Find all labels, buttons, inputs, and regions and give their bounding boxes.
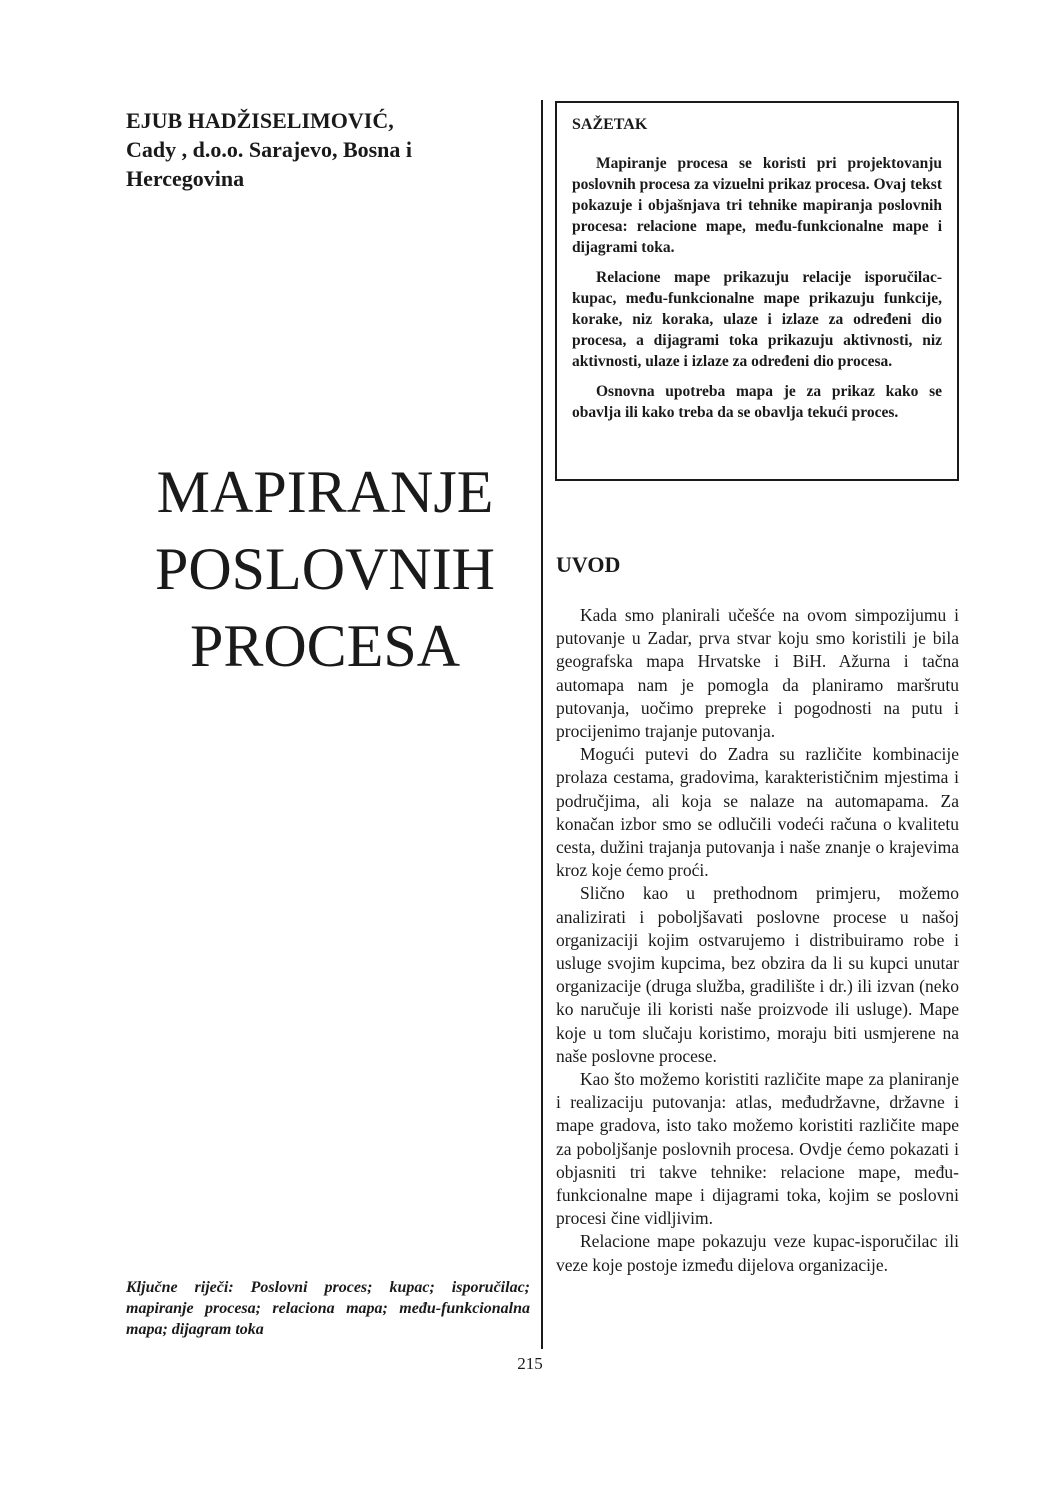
affiliation-line: Hercegovina [126, 166, 245, 191]
keywords: Ključne riječi: Poslovni proces; kupac; isporučilac; mapiranje procesa; relaciona mapa; među-funkcionalna mapa; dijagram toka [126, 1279, 530, 1338]
title-line: PROCESA [189, 613, 461, 680]
abstract-paragraph: Osnovna upotreba mapa je za prikaz kako se obavlja ili kako treba da se obavlja tekući proces. [572, 383, 942, 421]
body-paragraph: Kao što možemo koristiti različite mape za planiranje i realizaciju putovanja: atlas, međudržavne, državne i mape gradova, isto tako možemo koristiti različite mape za poboljšanje poslovnih procesa. Ovdje ćemo pokazati i objasniti tri takve tehnike: relacione mape, među-funkcionalne mape i dijagrami toka, kojim se poslovni procesi čine vidljivim. [556, 1069, 959, 1229]
body-text [556, 604, 959, 1277]
body-paragraph: Kada smo planirali učešće na ovom simpozijumu i putovanje u Zadar, prva stvar koju smo koristili je bila geografska mapa Hrvatske i BiH. Ažurna i tačna automapa nam je pomogla da planiramo maršrutu putovanja, uočimo prepreke i pogodnosti na putu i procijenimo trajanje putovanja. [556, 605, 959, 742]
paper-title [120, 454, 530, 685]
page-number: 215 [517, 1354, 543, 1373]
section-heading: UVOD [556, 552, 621, 577]
abstract-heading: SAŽETAK [572, 116, 648, 133]
abstract-paragraph: Mapiranje procesa se koristi pri projektovanju poslovnih procesa za vizuelni prikaz procesa. Ovaj tekst pokazuje i objašnjava tri tehnike mapiranja poslovnih procesa: relacione mape, među-funkcionalne mape i dijagrami toka. [572, 155, 942, 256]
body-paragraph: Relacione mape pokazuju veze kupac-isporučilac ili veze koje postoje između dijelova organizacije. [556, 1231, 959, 1275]
title-line: MAPIRANJE [156, 459, 494, 526]
body-paragraph: Mogući putevi do Zadra su različite kombinacije prolaza cestama, gradovima, karakterističnim mjestima i područjima, ali koja se nalaze na automapama. Za konačan izbor smo se odlučili vodeći računa o kvalitetu cesta, dužini trajanja putovanja i naše znanje o krajevima kroz koje ćemo proći. [556, 744, 959, 881]
column-divider [541, 100, 543, 1349]
body-paragraph: Slično kao u prethodnom primjeru, možemo analizirati i poboljšavati poslovne procese u našoj organizaciji kojim ostvarujemo i distribuiramo robe i usluge svojim kupcima, bez obzira da li su kupci unutar organizacije (druga služba, gradilište i dr.) ili izvan (neko ko naručuje ili koristi naše proizvode ili usluge). Mape koje u tom slučaju koristimo, moraju biti usmjerene na naše poslovne procese. [556, 883, 959, 1066]
abstract-paragraph: Relacione mape prikazuju relacije isporučilac-kupac, među-funkcionalne mape prikazuju funkcije, korake, niz koraka, ulaze i izlaze za određeni dio procesa, a dijagrami toka prikazuju aktivnosti, niz aktivnosti, ulaze i izlaze za određeni dio procesa. [572, 269, 942, 370]
abstract-box [555, 101, 959, 481]
title-line: POSLOVNIH [154, 536, 496, 603]
affiliation-line: Cady , d.o.o. Sarajevo, Bosna i [126, 137, 413, 162]
author-name: EJUB HADŽISELIMOVIĆ, [126, 108, 394, 133]
author-affiliation [126, 106, 506, 193]
